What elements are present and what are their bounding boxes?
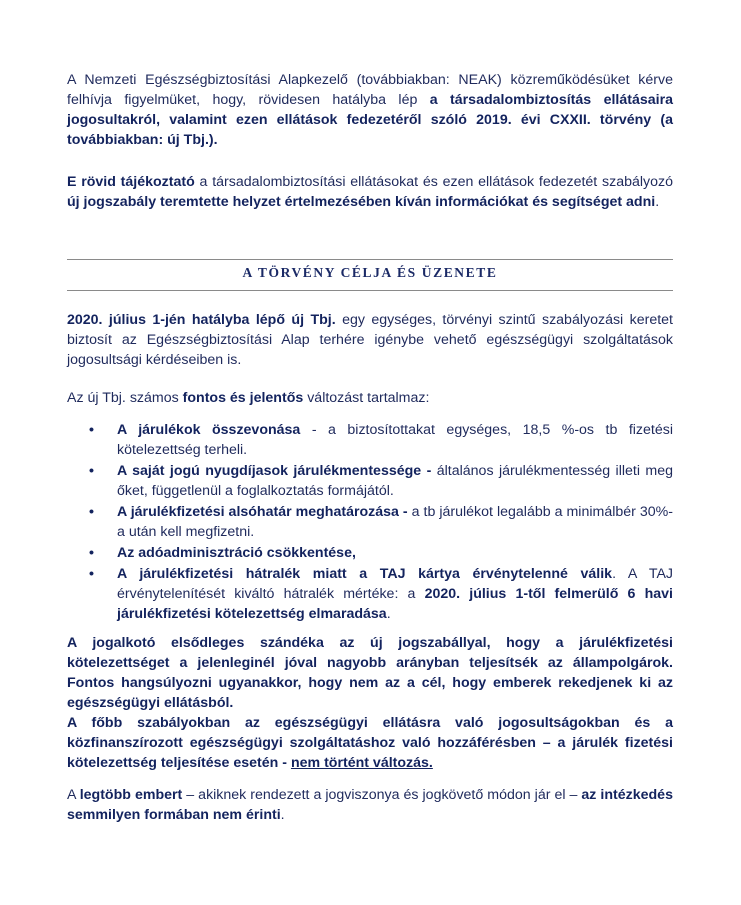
bold-text: az intézkedés semmilyen formában nem érinti	[67, 787, 673, 823]
list-item	[67, 564, 673, 624]
bold-text: új jogszabály teremtette helyzet értelmezésében kíván információkat és segítséget adni	[67, 194, 656, 210]
text: .	[280, 807, 285, 823]
law-title-bold: a társadalombiztosítás ellátásaira jogosultakról, valamint ezen ellátások fedezetéről szóló 2019. évi CXXII. törvény (a továbbiakban: új Tbj.).	[67, 92, 673, 148]
changes-intro	[67, 388, 429, 408]
bold-text: A járulékfizetési hátralék miatt a TAJ kártya érvénytelenné válik	[117, 566, 613, 582]
bullet-icon: •	[89, 545, 94, 561]
bold-text: 2020. július 1-től felmerülő 6 havi járulékfizetési kötelezettség elmaradása	[117, 586, 673, 622]
text: .	[386, 606, 391, 622]
bold-text: A járulékok összevonása	[117, 422, 301, 438]
list-item	[67, 461, 673, 501]
list-item	[67, 543, 673, 563]
text: általános járulékmentesség illeti meg őket, függetlenül a foglalkoztatás formájától.	[117, 463, 674, 499]
bullet-icon: •	[89, 504, 94, 520]
text: egy egységes, törvényi szintű szabályozási keretet biztosít az Egészségbiztosítási Alap terhére igénybe vehető egészségügyi szolgáltatások jogosultsági kérdéseiben is.	[67, 312, 673, 368]
section-heading: A TÖRVÉNY CÉLJA ÉS ÜZENETE	[242, 265, 498, 280]
section-paragraph-intent	[67, 633, 673, 713]
bullet-icon: •	[89, 566, 94, 582]
divider-bottom	[67, 290, 673, 291]
bold-text: A járulékfizetési alsóhatár meghatározása -	[117, 504, 408, 520]
text: A Nemzeti Egészségbiztosítási Alapkezelő (továbbiakban: NEAK) közreműködésüket kérve felhívja figyelmüket, hogy, rövidesen hatályba lép	[67, 72, 673, 108]
text: – akiknek rendezett a jogviszonya és jogkövető módon jár el –	[182, 787, 582, 803]
list-item	[67, 420, 673, 460]
text: .	[655, 194, 660, 210]
section-paragraph-most-people	[67, 785, 673, 825]
intro-paragraph-2	[67, 172, 673, 212]
text: A	[67, 787, 80, 803]
section-paragraph-1	[67, 310, 673, 370]
bold-text: 2020. július 1-jén hatályba lépő új Tbj.	[67, 312, 336, 328]
text: Az új Tbj. számos	[67, 390, 183, 406]
bold-text: A főbb szabályokban az egészségügyi ellátásra való jogosultságokban és a közfinanszírozott egészségügyi szolgáltatáshoz való hozzáférésben – a járulék fizetési kötelezettség teljesítése esetén -	[67, 715, 673, 771]
changes-list	[67, 420, 673, 625]
text: - a biztosítottakat egységes, 18,5 %-os tb fizetési kötelezettség terheli.	[117, 422, 673, 458]
underlined-text: nem történt változás.	[290, 755, 433, 771]
divider-top	[67, 259, 673, 260]
bold-text: legtöbb embert	[79, 787, 183, 803]
text: változást tartalmaz:	[303, 390, 430, 406]
text: a társadalombiztosítási ellátásokat és ezen ellátások fedezetét szabályozó	[194, 174, 673, 190]
text: a tb járulékot legalább a minimálbér 30%-a után kell megfizetni.	[117, 504, 673, 540]
bold-text: E rövid tájékoztató	[67, 174, 195, 190]
bold-text: A jogalkotó elsődleges szándéka az új jogszabállyal, hogy a járulékfizetési kötelezettséget a jelenleginél jóval nagyobb arányban teljesítsék az állampolgárok. Fontos hangsúlyozni ugyanakkor, hogy nem az a cél, hogy emberek rekedjenek ki az egészségügyi ellátásból.	[67, 635, 673, 711]
bullet-icon: •	[89, 463, 94, 479]
list-item	[67, 502, 673, 542]
intro-paragraph-1	[67, 70, 673, 150]
bold-text: A saját jogú nyugdíjasok járulékmentessége -	[117, 463, 432, 479]
bullet-icon: •	[89, 422, 94, 438]
bold-text: Az adóadminisztráció csökkentése,	[117, 545, 356, 561]
bold-text: fontos és jelentős	[182, 390, 304, 406]
section-paragraph-no-change	[67, 713, 673, 773]
text: . A TAJ érvénytelenítését kiváltó hátralék mértéke: a	[117, 566, 674, 602]
